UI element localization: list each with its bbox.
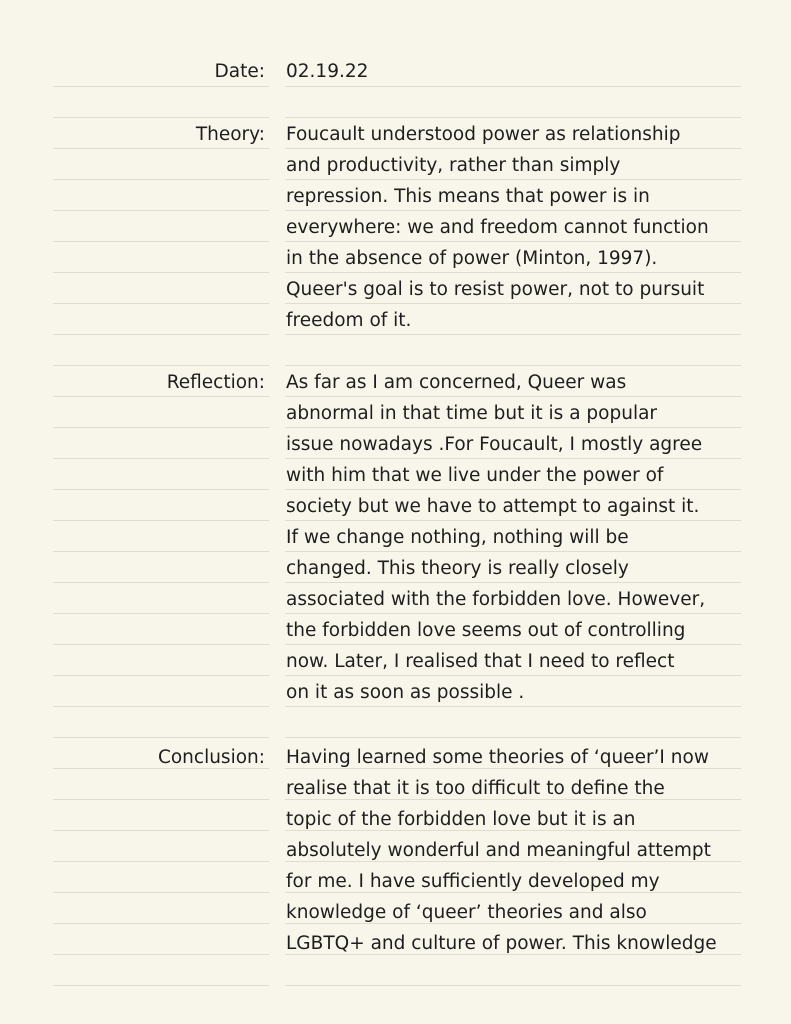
text-line: 02.19.22 bbox=[286, 61, 369, 82]
rule-line bbox=[53, 954, 269, 955]
rule-line bbox=[53, 706, 269, 707]
text-line: knowledge of ‘queer’ theories and also bbox=[286, 902, 647, 923]
rule-line bbox=[53, 582, 269, 583]
text-line: If we change nothing, nothing will be bbox=[286, 527, 629, 548]
conclusion-label: Conclusion: bbox=[157, 747, 265, 768]
rule-line bbox=[53, 861, 269, 862]
rule-line bbox=[53, 117, 269, 118]
reflection-text[interactable] bbox=[286, 367, 746, 708]
text-line: Having learned some theories of ‘queer’I now bbox=[286, 747, 709, 768]
rule-line bbox=[53, 985, 269, 986]
text-line: topic of the forbidden love but it is an bbox=[286, 809, 636, 830]
rule-line bbox=[53, 737, 269, 738]
text-line: changed. This theory is really closely bbox=[286, 558, 629, 579]
rule-line bbox=[53, 334, 269, 335]
text-line: on it as soon as possible . bbox=[286, 682, 525, 703]
rule-line bbox=[53, 799, 269, 800]
rule-line bbox=[53, 303, 269, 304]
conclusion-text[interactable] bbox=[286, 742, 746, 959]
rule-line bbox=[285, 365, 741, 366]
rule-line bbox=[53, 272, 269, 273]
text-line: repression. This means that power is in bbox=[286, 186, 650, 207]
text-line: the forbidden love seems out of controlling bbox=[286, 620, 686, 641]
text-line: for me. I have sufficiently developed my bbox=[286, 871, 660, 892]
text-line: absolutely wonderful and meaningful attempt bbox=[286, 840, 711, 861]
text-line: everywhere: we and freedom cannot function bbox=[286, 217, 709, 238]
theory-text[interactable] bbox=[286, 119, 746, 336]
rule-line bbox=[285, 117, 741, 118]
text-line: issue nowadays .For Foucault, I mostly agree bbox=[286, 434, 703, 455]
text-line: freedom of it. bbox=[286, 310, 412, 331]
date-value[interactable] bbox=[286, 56, 746, 87]
text-line: with him that we live under the power of bbox=[286, 465, 664, 486]
text-line: Foucault understood power as relationship bbox=[286, 124, 681, 145]
rule-line bbox=[53, 241, 269, 242]
rule-line bbox=[53, 675, 269, 676]
theory-label: Theory: bbox=[195, 124, 265, 145]
rule-line bbox=[53, 613, 269, 614]
text-line: society but we have to attempt to against it. bbox=[286, 496, 700, 517]
rule-line bbox=[285, 737, 741, 738]
rule-line bbox=[53, 210, 269, 211]
date-label: Date: bbox=[214, 61, 265, 82]
text-line: abnormal in that time but it is a popular bbox=[286, 403, 658, 424]
rule-line bbox=[53, 179, 269, 180]
text-line: associated with the forbidden love. However, bbox=[286, 589, 706, 610]
text-line: As far as I am concerned, Queer was bbox=[286, 372, 627, 393]
text-line: realise that it is too difficult to define the bbox=[286, 778, 665, 799]
rule-line bbox=[53, 644, 269, 645]
text-line: Queer's goal is to resist power, not to pursuit bbox=[286, 279, 705, 300]
text-line: LGBTQ+ and culture of power. This knowledge bbox=[286, 933, 717, 954]
text-line: in the absence of power (Minton, 1997). bbox=[286, 248, 658, 269]
rule-line bbox=[53, 892, 269, 893]
text-line: and productivity, rather than simply bbox=[286, 155, 621, 176]
text-line: now. Later, I realised that I need to reflect bbox=[286, 651, 675, 672]
reflection-label: Reflection: bbox=[166, 372, 265, 393]
rule-line bbox=[53, 489, 269, 490]
rule-line bbox=[53, 551, 269, 552]
rule-line bbox=[53, 458, 269, 459]
rule-line bbox=[53, 365, 269, 366]
rule-line bbox=[53, 830, 269, 831]
rule-line bbox=[53, 520, 269, 521]
rule-line bbox=[53, 427, 269, 428]
rule-line bbox=[53, 923, 269, 924]
rule-line bbox=[285, 985, 741, 986]
